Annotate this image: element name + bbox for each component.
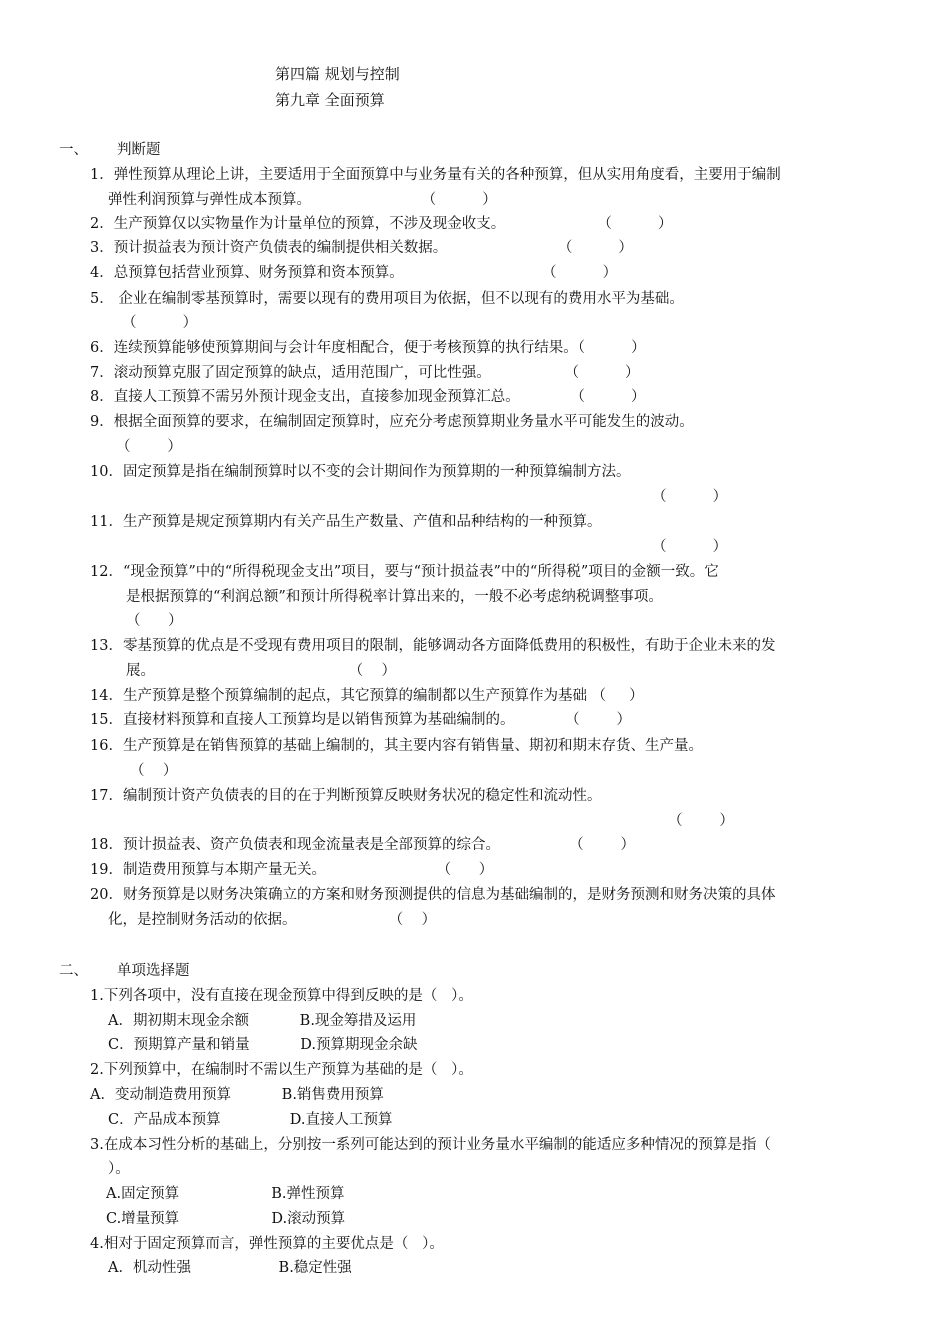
question-line: 5． 企业在编制零基预算时，需要以现有的费用项目为依据，但不以现有的费用水平为基础。 <box>90 291 684 307</box>
question-line: 19．制造费用预算与本期产量无关。 （ ） <box>90 862 494 878</box>
option-line: A．机动性强 B.稳定性强 <box>108 1260 352 1276</box>
question-line: 17．编制预计资产负债表的目的在于判断预算反映财务状况的稳定性和流动性。 <box>90 788 602 804</box>
question-line: 1.下列各项中，没有直接在现金预算中得到反映的是（ ）。 <box>90 988 473 1004</box>
question-line: 20．财务预算是以财务决策确立的方案和财务预测提供的信息为基础编制的，是财务预测和财务决策的具体 <box>90 887 776 903</box>
option-line: C．产品成本预算 D.直接人工预算 <box>108 1112 393 1128</box>
question-line: 展。 （ ） <box>126 663 397 679</box>
question-line: 3.在成本习性分析的基础上，分别按一系列可能达到的预计业务量水平编制的能适应多种情况的预算是指（ <box>90 1137 771 1153</box>
option-line: C.增量预算 D.滚动预算 <box>106 1211 346 1227</box>
question-line: 15．直接材料预算和直接人工预算均是以销售预算为基础编制的。 （ ） <box>90 712 632 728</box>
answer-blank: （ ） <box>122 315 198 331</box>
question-line: 11．生产预算是规定预算期内有关产品生产数量、产值和品种结构的一种预算。 <box>90 514 602 530</box>
question-line: 4.相对于固定预算而言，弹性预算的主要优点是（ ）。 <box>90 1236 444 1252</box>
question-line: 7．滚动预算克服了固定预算的缺点，适用范围广，可比性强。 （ ） <box>90 365 640 381</box>
question-line: 8．直接人工预算不需另外预计现金支出，直接参加现金预算汇总。 （ ） <box>90 389 646 405</box>
answer-blank: （ ） <box>668 813 734 829</box>
question-line: ）。 <box>108 1161 130 1177</box>
question-line: 12．“现金预算”中的“所得税现金支出”项目，要与“预计损益表”中的“所得税”项目的金额一致。它 <box>90 564 719 580</box>
question-line: 9．根据全面预算的要求，在编制固定预算时，应充分考虑预算期业务量水平可能发生的波动。 <box>90 414 694 430</box>
question-line: 4．总预算包括营业预算、财务预算和资本预算。 （ ） <box>90 265 618 281</box>
section-number: 一、 <box>59 142 88 158</box>
section-title: 单项选择题 <box>117 963 190 979</box>
answer-blank: （ ） <box>652 489 728 505</box>
question-line: 6．连续预算能够使预算期间与会计年度相配合，便于考核预算的执行结果。（ ） <box>90 340 646 356</box>
option-line: C．预期算产量和销量 D.预算期现金余缺 <box>108 1037 418 1053</box>
question-line: 弹性利润预算与弹性成本预算。 （ ） <box>108 192 497 208</box>
question-line: 化，是控制财务活动的依据。 （ ） <box>108 912 437 928</box>
question-line: 13．零基预算的优点是不受现有费用项目的限制，能够调动各方面降低费用的积极性，有助于企业未来的发 <box>90 638 776 654</box>
question-line: 18．预计损益表、资产负债表和现金流量表是全部预算的综合。 （ ） <box>90 837 635 853</box>
question-line: 10．固定预算是指在编制预算时以不变的会计期间作为预算期的一种预算编制方法。 <box>90 464 631 480</box>
question-line: 1．弹性预算从理论上讲，主要适用于全面预算中与业务量有关的各种预算，但从实用角度看，主要用于编制 <box>90 167 781 183</box>
option-line: A．期初期末现金余额 B.现金筹措及运用 <box>108 1013 417 1029</box>
section-number: 二、 <box>59 963 88 979</box>
section-title: 判断题 <box>117 142 161 158</box>
answer-blank: （ ） <box>116 439 182 455</box>
question-line: 2.下列预算中，在编制时不需以生产预算为基础的是（ ）。 <box>90 1062 473 1078</box>
option-line: A.固定预算 B.弹性预算 <box>106 1186 345 1202</box>
question-line: 14．生产预算是整个预算编制的起点，其它预算的编制都以生产预算作为基础 （ ） <box>90 688 644 704</box>
part-title: 第四篇 规划与控制 <box>275 65 400 83</box>
question-line: 是根据预算的“利润总额”和预计所得税率计算出来的，一般不必考虑纳税调整事项。 <box>126 589 663 605</box>
answer-blank: （ ） <box>126 613 183 629</box>
answer-blank: （ ） <box>652 539 728 555</box>
answer-blank: （ ） <box>130 763 178 779</box>
chapter-title: 第九章 全面预算 <box>275 91 385 109</box>
option-line: A．变动制造费用预算 B.销售费用预算 <box>90 1087 384 1103</box>
question-line: 3．预计损益表为预计资产负债表的编制提供相关数据。 （ ） <box>90 240 633 256</box>
question-line: 2．生产预算仅以实物量作为计量单位的预算，不涉及现金收支。 （ ） <box>90 216 673 232</box>
question-line: 16．生产预算是在销售预算的基础上编制的，其主要内容有销售量、期初和期末存货、生产量。 <box>90 738 703 754</box>
